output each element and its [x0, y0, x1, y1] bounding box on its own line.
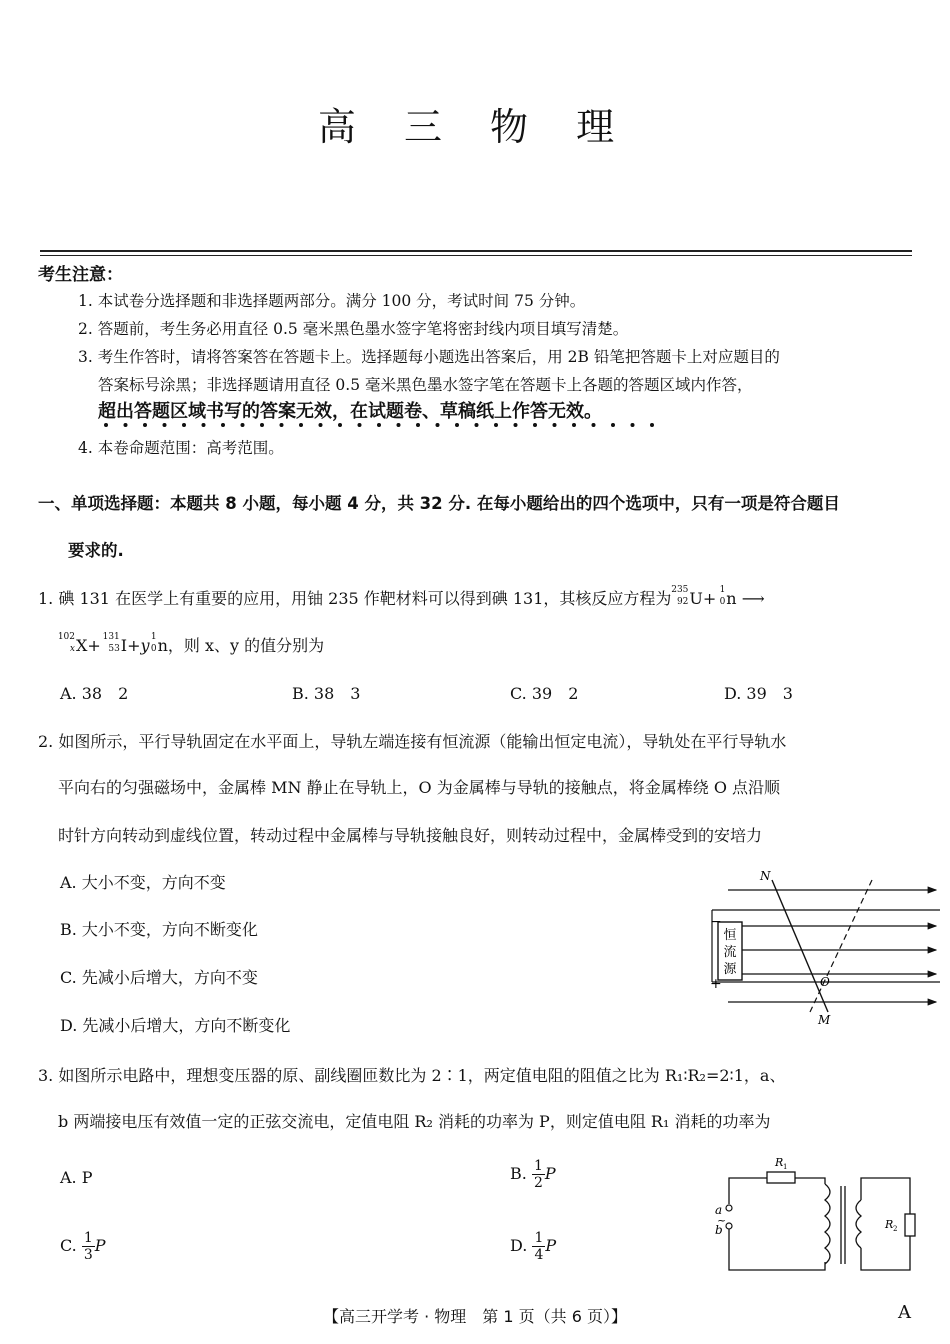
- plus-sign: +: [702, 589, 717, 608]
- divider-rule: [40, 250, 912, 252]
- label-m: M: [818, 1013, 831, 1027]
- minus-terminal: −: [710, 914, 722, 930]
- paper-version: A: [898, 1302, 911, 1323]
- label-r1: R: [775, 1156, 784, 1169]
- q1-line1: [38, 585, 765, 613]
- notice-item-3c-emphasis: 超出答题区域书写的答案无效，在试题卷、草稿纸上作答无效。: [98, 401, 602, 422]
- notice-item-1: 1. 本试卷分选择题和非选择题两部分。满分 100 分，考试时间 75 分钟。: [78, 292, 586, 310]
- fraction: [532, 1230, 545, 1263]
- q3-option-b: [510, 1158, 556, 1191]
- q1-option-d: D. 39 3: [724, 684, 793, 703]
- label-n: N: [760, 869, 771, 883]
- numerator: 1: [83, 1230, 93, 1246]
- emphasis-dot: [163, 423, 167, 427]
- notice-item-2: 2. 答题前，考生务必用直径 0.5 毫米黑色墨水签字笔将密封线内项目填写清楚。: [78, 320, 629, 338]
- notice-item-3b: 答案标号涂黑；非选择题请用直径 0.5 毫米黑色墨水签字笔在答题卡上各题的答题区域内作答，: [98, 376, 753, 394]
- numerator: 1: [534, 1230, 544, 1246]
- emphasis-dot: [397, 423, 401, 427]
- notice-heading: 考生注意：: [38, 265, 123, 285]
- q1-option-b: B. 38 3: [292, 684, 361, 703]
- numerator: 1: [533, 1158, 543, 1174]
- emphasis-dot: [533, 423, 537, 427]
- emphasis-dot: [143, 423, 147, 427]
- q1-stem: 1. 碘 131 在医学上有重要的应用，用铀 235 作靶材料可以得到碘 131，其核反应方程为: [38, 589, 672, 608]
- q1-option-a: A. 38 2: [60, 684, 129, 703]
- emphasis-dot: [202, 423, 206, 427]
- ac-tilde: ~: [717, 1214, 727, 1227]
- denominator: 2: [533, 1175, 543, 1191]
- label-o: O: [820, 975, 830, 989]
- label-a: a: [715, 1203, 723, 1217]
- q2-line1: 2. 如图所示，平行导轨固定在水平面上，导轨左端连接有恒流源（能输出恒定电流），导轨处在平行导轨水: [38, 732, 787, 751]
- fraction: [532, 1158, 545, 1191]
- notice-item-3a: 3. 考生作答时，请将答案答在答题卡上。选择题每小题选出答案后，用 2B 铅笔把答题卡上对应题目的: [78, 348, 780, 366]
- section-heading-line1: 一、单项选择题：本题共 8 小题，每小题 4 分，共 32 分. 在每小题给出的四个选项中，只有一项是符合题目: [38, 494, 840, 513]
- source-char-2: 流: [723, 945, 737, 960]
- q3-option-a: A. P: [60, 1168, 93, 1187]
- plus-sign: +: [87, 636, 101, 655]
- x-charge: x: [69, 644, 75, 654]
- option-prefix: C.: [60, 1236, 77, 1255]
- q3-line2: b 两端接电压有效值一定的正弦交流电，定值电阻 R₂ 消耗的功率为 P，则定值电阻 R₁ 消耗的功率为: [58, 1112, 771, 1131]
- option-prefix: D.: [510, 1236, 528, 1255]
- q2-rail-figure: [700, 866, 945, 1030]
- section-heading-line2: 要求的.: [68, 541, 124, 560]
- emphasis-dot: [124, 423, 128, 427]
- emphasis-dot: [280, 423, 284, 427]
- emphasis-dot: [319, 423, 323, 427]
- notice-item-4: 4. 本卷命题范围：高考范围。: [78, 439, 284, 457]
- emphasis-dot: [494, 423, 498, 427]
- emphasis-dot: [338, 423, 342, 427]
- emphasis-dot: [631, 423, 635, 427]
- emphasis-dot: [650, 423, 654, 427]
- source-char-3: 源: [723, 962, 737, 977]
- source-char-1: 恒: [723, 928, 737, 943]
- plus-terminal: +: [710, 976, 722, 992]
- q1-line2: [56, 632, 324, 660]
- emphasis-dot: [299, 423, 303, 427]
- reaction-arrow: ⟶: [741, 589, 765, 608]
- emphasis-dot: [611, 423, 615, 427]
- denominator: 3: [83, 1247, 93, 1263]
- emphasis-dot: [182, 423, 186, 427]
- label-r1-sub: 1: [783, 1163, 788, 1171]
- i-mass: 131: [102, 632, 120, 642]
- emphasis-dot: [436, 423, 440, 427]
- u-charge: 92: [676, 597, 689, 607]
- power-symbol: P: [544, 1164, 556, 1183]
- emphasis-dot: [592, 423, 596, 427]
- emphasis-dots: [100, 420, 660, 430]
- emphasis-dot: [377, 423, 381, 427]
- emphasis-dot: [358, 423, 362, 427]
- power-symbol: P: [545, 1236, 557, 1255]
- emphasis-dot: [572, 423, 576, 427]
- q2-option-c: C. 先减小后增大，方向不变: [60, 968, 258, 987]
- q2-line2: 平向右的匀强磁场中，金属棒 MN 静止在导轨上，O 为金属棒与导轨的接触点，将金属棒绕 O 点沿顺: [58, 778, 781, 797]
- q3-line1: 3. 如图所示电路中，理想变压器的原、副线圈匝数比为 2∶1，两定值电阻的阻值之比为 R₁∶R₂=2∶1，a、: [38, 1066, 786, 1085]
- q3-option-c: [60, 1230, 106, 1263]
- x-symbol: X: [76, 636, 88, 655]
- page-title: 高 三 物 理: [317, 105, 633, 149]
- fraction: [82, 1230, 95, 1263]
- q3-circuit-figure: [705, 1152, 920, 1277]
- n-symbol: n: [726, 589, 737, 608]
- label-r2: R: [885, 1218, 894, 1231]
- u-mass: 235: [671, 585, 689, 595]
- n-mass: 1: [719, 585, 726, 595]
- y-coefficient: y: [140, 636, 150, 655]
- plus-sign: +: [127, 636, 141, 655]
- n-symbol: n: [157, 636, 168, 655]
- label-b: b: [715, 1223, 723, 1237]
- x-mass: 102: [57, 632, 75, 642]
- emphasis-dot: [455, 423, 459, 427]
- option-prefix: B.: [510, 1164, 527, 1183]
- q2-option-b: B. 大小不变，方向不断变化: [60, 920, 258, 939]
- i-symbol: I: [120, 636, 128, 655]
- q2-option-d: D. 先减小后增大，方向不断变化: [60, 1016, 291, 1035]
- emphasis-dot: [416, 423, 420, 427]
- emphasis-dot: [475, 423, 479, 427]
- denominator: 4: [534, 1247, 544, 1263]
- emphasis-dot: [241, 423, 245, 427]
- q2-line3: 时针方向转动到虚线位置，转动过程中金属棒与导轨接触良好，则转动过程中，金属棒受到的安培力: [58, 826, 763, 845]
- emphasis-dot: [553, 423, 557, 427]
- divider-rule-thin: [40, 255, 912, 256]
- emphasis-dot: [221, 423, 225, 427]
- n-charge: 0: [150, 644, 157, 654]
- q1-tail: ，则 x、y 的值分别为: [167, 636, 325, 655]
- label-r2-sub: 2: [893, 1225, 898, 1233]
- q3-option-d: [510, 1230, 556, 1263]
- emphasis-dot: [514, 423, 518, 427]
- n-mass: 1: [150, 632, 157, 642]
- emphasis-dot: [104, 423, 108, 427]
- q1-option-c: C. 39 2: [510, 684, 579, 703]
- power-symbol: P: [94, 1236, 106, 1255]
- i-charge: 53: [108, 644, 120, 654]
- page-footer: 【高三开学考 · 物理 第 1 页（共 6 页）】: [323, 1307, 627, 1326]
- n-charge: 0: [719, 597, 726, 607]
- u-symbol: U: [689, 589, 703, 608]
- q2-option-a: A. 大小不变，方向不变: [60, 873, 226, 892]
- emphasis-dot: [260, 423, 264, 427]
